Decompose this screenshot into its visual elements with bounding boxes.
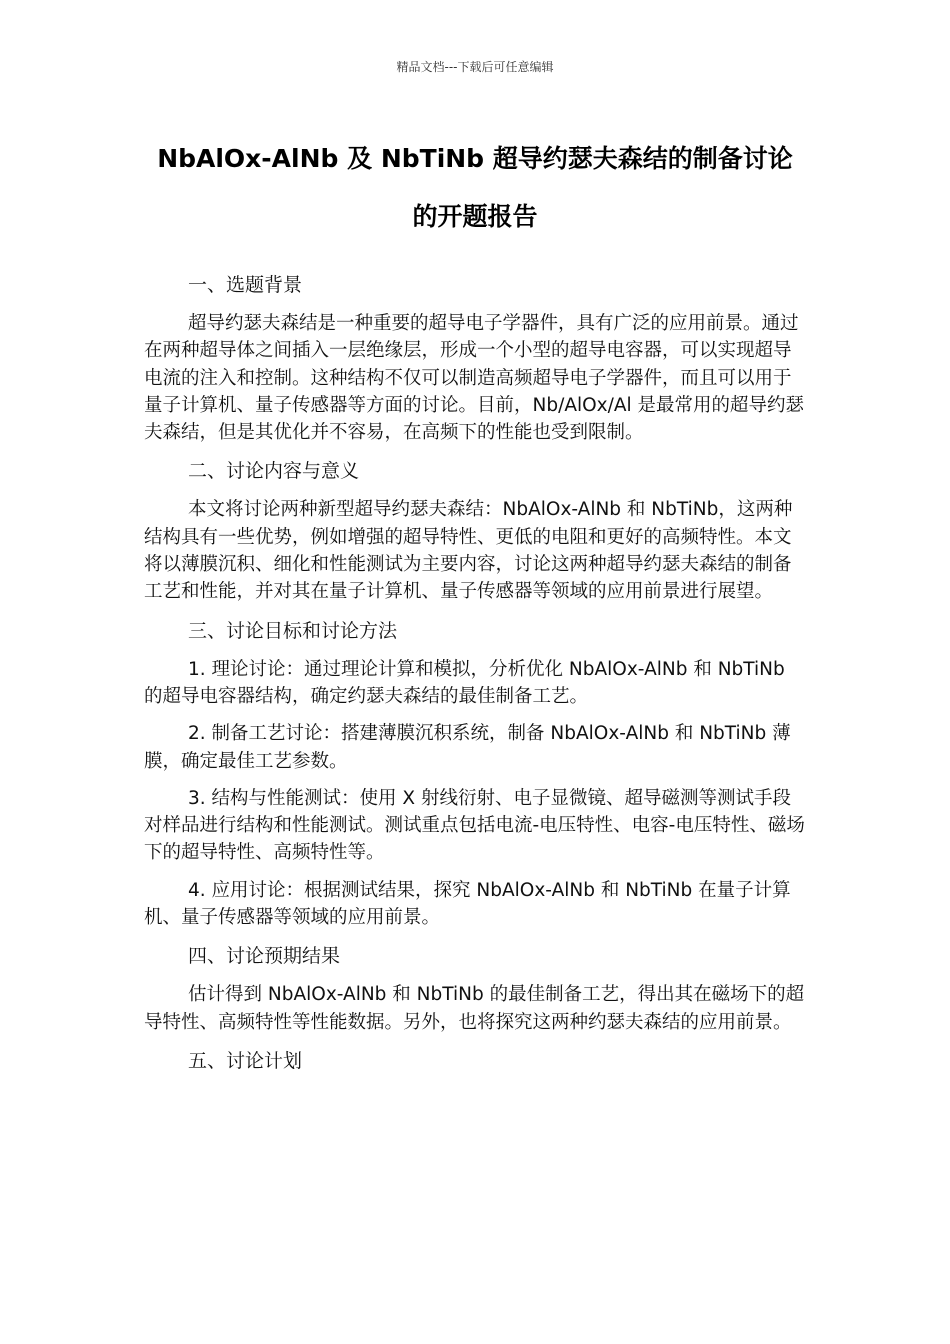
paragraph-background: 超导约瑟夫森结是一种重要的超导电子学器件，具有广泛的应用前景。通过在两种超导体之间插入一层绝缘层，形成一个小型的超导电容器，可以实现超导电流的注入和控制。这种结构不仅可以制造高频超导电子学器件，而且可以用于量子计算机、量子传感器等方面的讨论。目前，Nb/AlOx/Al 是最常用的超导约瑟夫森结，但是其优化并不容易，在高频下的性能也受到限制。 bbox=[144, 313, 805, 444]
paragraph-expected: 估计得到 NbAlOx-AlNb 和 NbTiNb 的最佳制备工艺，得出其在磁场下的超导特性、高频特性等性能数据。另外，也将探究这两种约瑟夫森结的应用前景。 bbox=[144, 984, 805, 1033]
list-item-testing: 3. 结构与性能测试：使用 X 射线衍射、电子显微镜、超导磁测等测试手段对样品进行结构和性能测试。测试重点包括电流-电压特性、电容-电压特性、磁场下的超导特性、高频特性等。 bbox=[144, 787, 805, 864]
paragraph-content: 本文将讨论两种新型超导约瑟夫森结：NbAlOx-AlNb 和 NbTiNb，这两种结构具有一些优势，例如增强的超导特性、更低的电阻和更好的高频特性。本文将以薄膜沉积、细化和性能测试为主要内容，讨论这两种超导约瑟夫森结的制备工艺和性能，并对其在量子计算机、量子传感器等领域的应用前景进行展望。 bbox=[144, 499, 793, 603]
section-heading-background: 一、选题背景 bbox=[188, 274, 303, 296]
section-heading-goals: 三、讨论目标和讨论方法 bbox=[188, 619, 398, 642]
section-heading-expected: 四、讨论预期结果 bbox=[188, 945, 341, 968]
document-title-line-1: NbAlOx-AlNb 及 NbTiNb 超导约瑟夫森结的制备讨论 bbox=[157, 144, 793, 173]
section-heading-plan: 五、讨论计划 bbox=[188, 1049, 303, 1072]
document-title-line-2: 的开题报告 bbox=[412, 202, 538, 231]
page-header: 精品文档---下载后可任意编辑 bbox=[396, 60, 554, 74]
list-item-fabrication: 2. 制备工艺讨论：搭建薄膜沉积系统，制备 NbAlOx-AlNb 和 NbTiNb 薄膜，确定最佳工艺参数。 bbox=[144, 723, 791, 772]
document-body bbox=[144, 270, 806, 1086]
list-item-application: 4. 应用讨论：根据测试结果，探究 NbAlOx-AlNb 和 NbTiNb 在量子计算机、量子传感器等领域的应用前景。 bbox=[144, 879, 791, 929]
list-item-theory: 1. 理论讨论：通过理论计算和模拟，分析优化 NbAlOx-AlNb 和 NbTiNb 的超导电容器结构，确定约瑟夫森结的最佳制备工艺。 bbox=[144, 658, 785, 707]
section-heading-content: 二、讨论内容与意义 bbox=[188, 460, 360, 483]
